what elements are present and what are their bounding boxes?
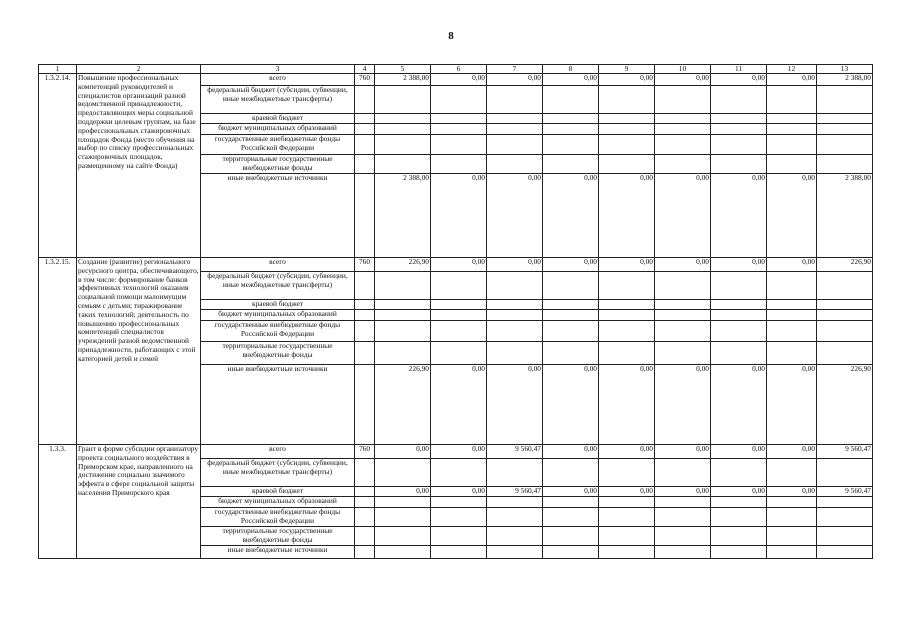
- value-cell: [599, 124, 655, 135]
- value-cell: [543, 155, 599, 174]
- funding-source: федеральный бюджет (субсидии, субвенции, иные межбюджетные трансферты): [201, 86, 355, 114]
- value-cell: [431, 124, 487, 135]
- value-cell: [817, 342, 873, 365]
- value-cell: [711, 310, 767, 321]
- value-cell: [767, 155, 817, 174]
- funding-source: иные внебюджетные источники: [201, 365, 355, 445]
- value-cell: [431, 459, 487, 487]
- header-cell: 13: [817, 65, 873, 74]
- value-cell: 9 560,47: [817, 487, 873, 497]
- value-cell: 0,00: [599, 174, 655, 258]
- value-cell: [767, 114, 817, 124]
- value-cell: [431, 545, 487, 558]
- value-cell: [487, 497, 543, 508]
- value-cell: [487, 124, 543, 135]
- value-cell: [817, 545, 873, 558]
- code-cell: 760: [355, 258, 375, 272]
- value-cell: 2 388,00: [817, 74, 873, 86]
- code-cell: [355, 527, 375, 546]
- code-cell: [355, 508, 375, 527]
- value-cell: [543, 310, 599, 321]
- code-cell: [355, 155, 375, 174]
- value-cell: [375, 321, 431, 342]
- value-cell: [711, 155, 767, 174]
- value-cell: 9 560,47: [487, 445, 543, 459]
- value-cell: [711, 135, 767, 155]
- value-cell: [599, 300, 655, 310]
- header-cell: 9: [599, 65, 655, 74]
- value-cell: [487, 508, 543, 527]
- value-cell: [431, 321, 487, 342]
- header-cell: 11: [711, 65, 767, 74]
- table-row: [39, 74, 873, 86]
- value-cell: 0,00: [599, 74, 655, 86]
- budget-table: [38, 64, 873, 559]
- value-cell: 0,00: [431, 365, 487, 445]
- value-cell: [375, 459, 431, 487]
- code-cell: [355, 272, 375, 300]
- value-cell: [375, 300, 431, 310]
- value-cell: [375, 342, 431, 365]
- value-cell: [711, 114, 767, 124]
- value-cell: [711, 508, 767, 527]
- value-cell: [375, 310, 431, 321]
- table-body: [39, 65, 873, 559]
- value-cell: [487, 545, 543, 558]
- code-cell: [355, 342, 375, 365]
- value-cell: 0,00: [431, 487, 487, 497]
- header-cell: 10: [655, 65, 711, 74]
- value-cell: 0,00: [375, 487, 431, 497]
- value-cell: [599, 508, 655, 527]
- funding-source: территориальные государственные внебюджетные фонды: [201, 527, 355, 546]
- value-cell: [767, 342, 817, 365]
- value-cell: 226,90: [375, 258, 431, 272]
- value-cell: [487, 342, 543, 365]
- header-cell: 3: [201, 65, 355, 74]
- value-cell: [543, 527, 599, 546]
- value-cell: [767, 321, 817, 342]
- value-cell: [543, 300, 599, 310]
- value-cell: 0,00: [375, 445, 431, 459]
- value-cell: [431, 497, 487, 508]
- value-cell: [599, 310, 655, 321]
- funding-source: бюджет муниципальных образований: [201, 310, 355, 321]
- section-code: 1.3.2.15.: [39, 258, 77, 445]
- value-cell: [375, 114, 431, 124]
- value-cell: [817, 114, 873, 124]
- value-cell: [767, 135, 817, 155]
- value-cell: [375, 86, 431, 114]
- value-cell: [487, 527, 543, 546]
- funding-source: государственные внебюджетные фонды Российской Федерации: [201, 135, 355, 155]
- value-cell: [817, 508, 873, 527]
- value-cell: [599, 497, 655, 508]
- value-cell: [543, 342, 599, 365]
- value-cell: [543, 508, 599, 527]
- value-cell: [767, 310, 817, 321]
- value-cell: [487, 459, 543, 487]
- value-cell: [655, 155, 711, 174]
- value-cell: [655, 86, 711, 114]
- value-cell: 0,00: [711, 365, 767, 445]
- value-cell: 0,00: [487, 258, 543, 272]
- value-cell: [543, 545, 599, 558]
- value-cell: [655, 321, 711, 342]
- value-cell: [655, 508, 711, 527]
- value-cell: [767, 545, 817, 558]
- value-cell: [431, 527, 487, 546]
- value-cell: [817, 124, 873, 135]
- value-cell: [817, 300, 873, 310]
- value-cell: [431, 300, 487, 310]
- code-cell: [355, 174, 375, 258]
- value-cell: [817, 155, 873, 174]
- value-cell: 0,00: [487, 365, 543, 445]
- value-cell: [817, 321, 873, 342]
- value-cell: [767, 300, 817, 310]
- funding-source: федеральный бюджет (субсидии, субвенции, иные межбюджетные трансферты): [201, 272, 355, 300]
- value-cell: [711, 527, 767, 546]
- value-cell: 226,90: [375, 365, 431, 445]
- value-cell: 0,00: [711, 258, 767, 272]
- value-cell: [375, 124, 431, 135]
- value-cell: [543, 497, 599, 508]
- value-cell: [711, 321, 767, 342]
- value-cell: [767, 497, 817, 508]
- value-cell: [543, 321, 599, 342]
- value-cell: [817, 497, 873, 508]
- value-cell: 0,00: [487, 74, 543, 86]
- value-cell: [655, 300, 711, 310]
- value-cell: [767, 124, 817, 135]
- header-cell: 1: [39, 65, 77, 74]
- value-cell: [431, 272, 487, 300]
- value-cell: 226,90: [817, 365, 873, 445]
- value-cell: 9 560,47: [487, 487, 543, 497]
- value-cell: [599, 86, 655, 114]
- value-cell: [599, 527, 655, 546]
- value-cell: 0,00: [767, 487, 817, 497]
- value-cell: [655, 310, 711, 321]
- value-cell: [543, 135, 599, 155]
- code-cell: [355, 497, 375, 508]
- value-cell: [711, 459, 767, 487]
- value-cell: [543, 272, 599, 300]
- value-cell: [431, 86, 487, 114]
- value-cell: [599, 321, 655, 342]
- value-cell: 0,00: [599, 445, 655, 459]
- value-cell: [767, 86, 817, 114]
- value-cell: [655, 272, 711, 300]
- value-cell: 0,00: [487, 174, 543, 258]
- funding-source: краевой бюджет: [201, 114, 355, 124]
- value-cell: 0,00: [655, 174, 711, 258]
- page-number: 8: [448, 30, 454, 42]
- value-cell: [817, 310, 873, 321]
- value-cell: [375, 508, 431, 527]
- value-cell: [487, 155, 543, 174]
- funding-source: краевой бюджет: [201, 300, 355, 310]
- value-cell: [817, 459, 873, 487]
- funding-source: всего: [201, 258, 355, 272]
- value-cell: [655, 527, 711, 546]
- funding-source: территориальные государственные внебюджетные фонды: [201, 342, 355, 365]
- value-cell: [543, 86, 599, 114]
- value-cell: 0,00: [599, 258, 655, 272]
- value-cell: [431, 342, 487, 365]
- value-cell: [711, 124, 767, 135]
- value-cell: [655, 545, 711, 558]
- value-cell: [817, 135, 873, 155]
- funding-source: федеральный бюджет (субсидии, субвенции, иные межбюджетные трансферты): [201, 459, 355, 487]
- value-cell: 0,00: [767, 258, 817, 272]
- funding-source: краевой бюджет: [201, 487, 355, 497]
- value-cell: [817, 86, 873, 114]
- value-cell: [487, 300, 543, 310]
- code-cell: 760: [355, 74, 375, 86]
- value-cell: 0,00: [711, 74, 767, 86]
- value-cell: 0,00: [431, 258, 487, 272]
- value-cell: 0,00: [711, 445, 767, 459]
- section-name: Повышение профессиональных компетенций руководителей и специалистов организаций разной ведомственной принадлежности, предоставляющих меры социальной поддержки целевым группам, на базе профессиональных стажировочных площадок Фонда (место обучения на выбор по списку профессиональных стажировочных площадок, размещенному на сайте Фонда): [77, 74, 201, 258]
- value-cell: [487, 321, 543, 342]
- value-cell: [817, 272, 873, 300]
- value-cell: [375, 545, 431, 558]
- value-cell: [431, 135, 487, 155]
- value-cell: [711, 86, 767, 114]
- code-cell: [355, 86, 375, 114]
- value-cell: [375, 527, 431, 546]
- value-cell: [543, 124, 599, 135]
- value-cell: [599, 459, 655, 487]
- funding-source: бюджет муниципальных образований: [201, 124, 355, 135]
- section-code: 1.3.3.: [39, 445, 77, 559]
- funding-source: государственные внебюджетные фонды Российской Федерации: [201, 321, 355, 342]
- funding-source: иные внебюджетные источники: [201, 174, 355, 258]
- value-cell: 9 560,47: [817, 445, 873, 459]
- value-cell: [599, 545, 655, 558]
- value-cell: 0,00: [431, 74, 487, 86]
- value-cell: [431, 114, 487, 124]
- value-cell: [711, 272, 767, 300]
- funding-source: территориальные государственные внебюджетные фонды: [201, 155, 355, 174]
- funding-source: всего: [201, 445, 355, 459]
- value-cell: 0,00: [655, 487, 711, 497]
- code-cell: [355, 321, 375, 342]
- header-cell: 2: [77, 65, 201, 74]
- value-cell: [711, 497, 767, 508]
- value-cell: 0,00: [767, 365, 817, 445]
- value-cell: [599, 114, 655, 124]
- value-cell: 2 388,00: [375, 174, 431, 258]
- value-cell: [487, 310, 543, 321]
- value-cell: 0,00: [711, 487, 767, 497]
- value-cell: [375, 135, 431, 155]
- header-cell: 5: [375, 65, 431, 74]
- section-name: Создание (развитие) регионального ресурсного центра, обеспечивающего, в том числе: формирование банков эффективных технологий оказания социальной помощи малоимущим семьям с детьми; тиражирование таких технологий; деятельность по повышению профессиональных компетенций специалистов учреждений разной ведомственной принадлежности, работающих с этой категорией детей и семей: [77, 258, 201, 445]
- value-cell: [599, 342, 655, 365]
- value-cell: 0,00: [431, 445, 487, 459]
- value-cell: [655, 114, 711, 124]
- value-cell: 0,00: [599, 487, 655, 497]
- value-cell: [599, 155, 655, 174]
- value-cell: 226,90: [817, 258, 873, 272]
- value-cell: 0,00: [655, 74, 711, 86]
- value-cell: [767, 527, 817, 546]
- funding-source: бюджет муниципальных образований: [201, 497, 355, 508]
- table-row: [39, 258, 873, 272]
- value-cell: [711, 545, 767, 558]
- code-cell: [355, 545, 375, 558]
- value-cell: [655, 342, 711, 365]
- value-cell: [767, 508, 817, 527]
- value-cell: [543, 114, 599, 124]
- code-cell: [355, 114, 375, 124]
- value-cell: 0,00: [655, 445, 711, 459]
- funding-source: иные внебюджетные источники: [201, 545, 355, 558]
- value-cell: [655, 497, 711, 508]
- value-cell: 0,00: [655, 365, 711, 445]
- value-cell: 2 388,00: [817, 174, 873, 258]
- value-cell: [711, 342, 767, 365]
- header-row: [39, 65, 873, 74]
- value-cell: [487, 135, 543, 155]
- value-cell: [767, 272, 817, 300]
- value-cell: [655, 135, 711, 155]
- section-code: 1.3.2.14.: [39, 74, 77, 258]
- value-cell: [817, 527, 873, 546]
- value-cell: [543, 459, 599, 487]
- value-cell: [375, 497, 431, 508]
- value-cell: [767, 459, 817, 487]
- section-name: Грант в форме субсидии организатору проекта социального воздействия в Приморском крае, направленного на достижение социально значимого эффекта в сфере социальной защиты населения Приморского края: [77, 445, 201, 559]
- code-cell: [355, 135, 375, 155]
- table-row: [39, 445, 873, 459]
- value-cell: [375, 272, 431, 300]
- value-cell: 0,00: [431, 174, 487, 258]
- value-cell: [487, 272, 543, 300]
- value-cell: [655, 124, 711, 135]
- value-cell: 0,00: [543, 74, 599, 86]
- value-cell: [431, 508, 487, 527]
- value-cell: [375, 155, 431, 174]
- value-cell: 0,00: [711, 174, 767, 258]
- code-cell: 760: [355, 445, 375, 459]
- value-cell: [599, 272, 655, 300]
- code-cell: [355, 124, 375, 135]
- code-cell: [355, 487, 375, 497]
- value-cell: 0,00: [655, 258, 711, 272]
- value-cell: [487, 114, 543, 124]
- value-cell: [711, 300, 767, 310]
- value-cell: 0,00: [543, 258, 599, 272]
- value-cell: 0,00: [543, 174, 599, 258]
- value-cell: [655, 459, 711, 487]
- value-cell: 0,00: [599, 365, 655, 445]
- code-cell: [355, 365, 375, 445]
- value-cell: [599, 135, 655, 155]
- value-cell: 0,00: [543, 365, 599, 445]
- code-cell: [355, 300, 375, 310]
- code-cell: [355, 310, 375, 321]
- value-cell: [431, 310, 487, 321]
- value-cell: 0,00: [543, 487, 599, 497]
- value-cell: 0,00: [767, 445, 817, 459]
- value-cell: 2 388,00: [375, 74, 431, 86]
- value-cell: [431, 155, 487, 174]
- header-cell: 6: [431, 65, 487, 74]
- value-cell: 0,00: [767, 174, 817, 258]
- code-cell: [355, 459, 375, 487]
- value-cell: 0,00: [767, 74, 817, 86]
- header-cell: 12: [767, 65, 817, 74]
- funding-source: государственные внебюджетные фонды Российской Федерации: [201, 508, 355, 527]
- funding-source: всего: [201, 74, 355, 86]
- header-cell: 8: [543, 65, 599, 74]
- header-cell: 7: [487, 65, 543, 74]
- value-cell: [487, 86, 543, 114]
- value-cell: 0,00: [543, 445, 599, 459]
- header-cell: 4: [355, 65, 375, 74]
